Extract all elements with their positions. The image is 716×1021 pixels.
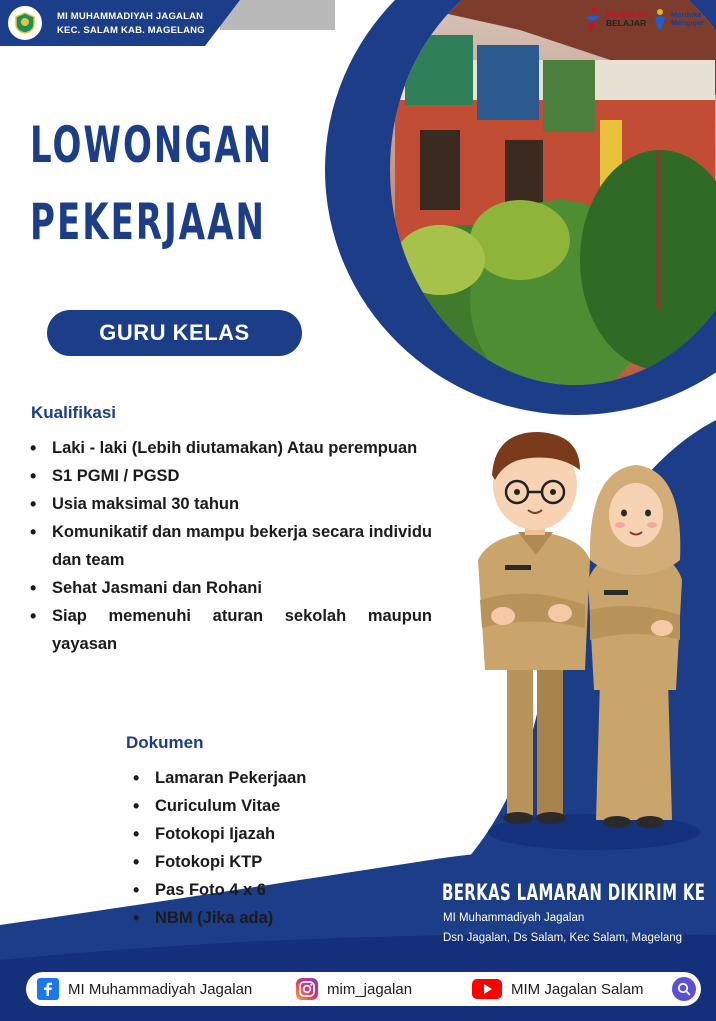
kualifikasi-list <box>28 434 432 658</box>
title-line-2: PEKERJAAN <box>30 193 266 251</box>
merdeka-mengajar-logo: Merdeka Mengajar <box>670 9 704 27</box>
list-item: • Siap memenuhi aturan sekolah maupun yayasan <box>28 602 432 658</box>
merdeka-logos <box>582 4 712 34</box>
list-item: • Usia maksimal 30 tahun <box>28 490 432 518</box>
school-location: KEC. SALAM KAB. MAGELANG <box>57 25 205 36</box>
list-item: • Fotokopi Ijazah <box>131 820 306 848</box>
berkas-heading: BERKAS LAMARAN DIKIRIM KE <box>442 881 706 906</box>
list-item: • S1 PGMI / PGSD <box>28 462 432 490</box>
female-teacher-illustration <box>588 465 682 828</box>
merdeka-belajar-logo: MERDEKA BELAJAR <box>606 9 649 28</box>
instagram-label: mim_jagalan <box>327 980 413 998</box>
youtube-icon <box>472 978 502 1000</box>
facebook-label: MI Muhammadiyah Jagalan <box>68 980 253 998</box>
berkas-address: Dsn Jagalan, Ds Salam, Kec Salam, Magelang <box>443 932 683 944</box>
facebook-icon <box>37 978 59 1000</box>
list-item: • Lamaran Pekerjaan <box>131 764 306 792</box>
list-item: • Fotokopi KTP <box>131 848 306 876</box>
list-item: • Pas Foto 4 x 6 <box>131 876 306 904</box>
youtube-label: MIM Jagalan Salam <box>511 980 644 998</box>
merdeka-belajar-icon <box>582 6 602 32</box>
school-emblem-icon <box>6 4 44 42</box>
title-line-1: LOWONGAN <box>30 116 274 174</box>
dokumen-list <box>131 764 306 932</box>
position-badge: GURU KELAS <box>47 310 302 356</box>
youtube-link[interactable] <box>472 977 644 1001</box>
dokumen-heading: Dokumen <box>126 733 204 752</box>
berkas-recipient: MI Muhammadiyah Jagalan <box>443 912 585 924</box>
search-icon[interactable] <box>672 977 696 1001</box>
list-item: • Sehat Jasmani dan Rohani <box>28 574 432 602</box>
school-name: MI MUHAMMADIYAH JAGALAN <box>57 11 204 22</box>
instagram-link[interactable] <box>296 977 412 1001</box>
list-item: • Komunikatif dan mampu bekerja secara individu dan team <box>28 518 432 574</box>
instagram-icon <box>296 978 318 1000</box>
list-item: • Laki - laki (Lebih diutamakan) Atau perempuan <box>28 434 432 462</box>
kualifikasi-heading: Kualifikasi <box>31 403 117 422</box>
list-item: • NBM (Jika ada) <box>131 904 306 932</box>
list-item: • Curiculum Vitae <box>131 792 306 820</box>
facebook-link[interactable] <box>37 977 252 1001</box>
merdeka-mengajar-icon <box>653 8 667 30</box>
